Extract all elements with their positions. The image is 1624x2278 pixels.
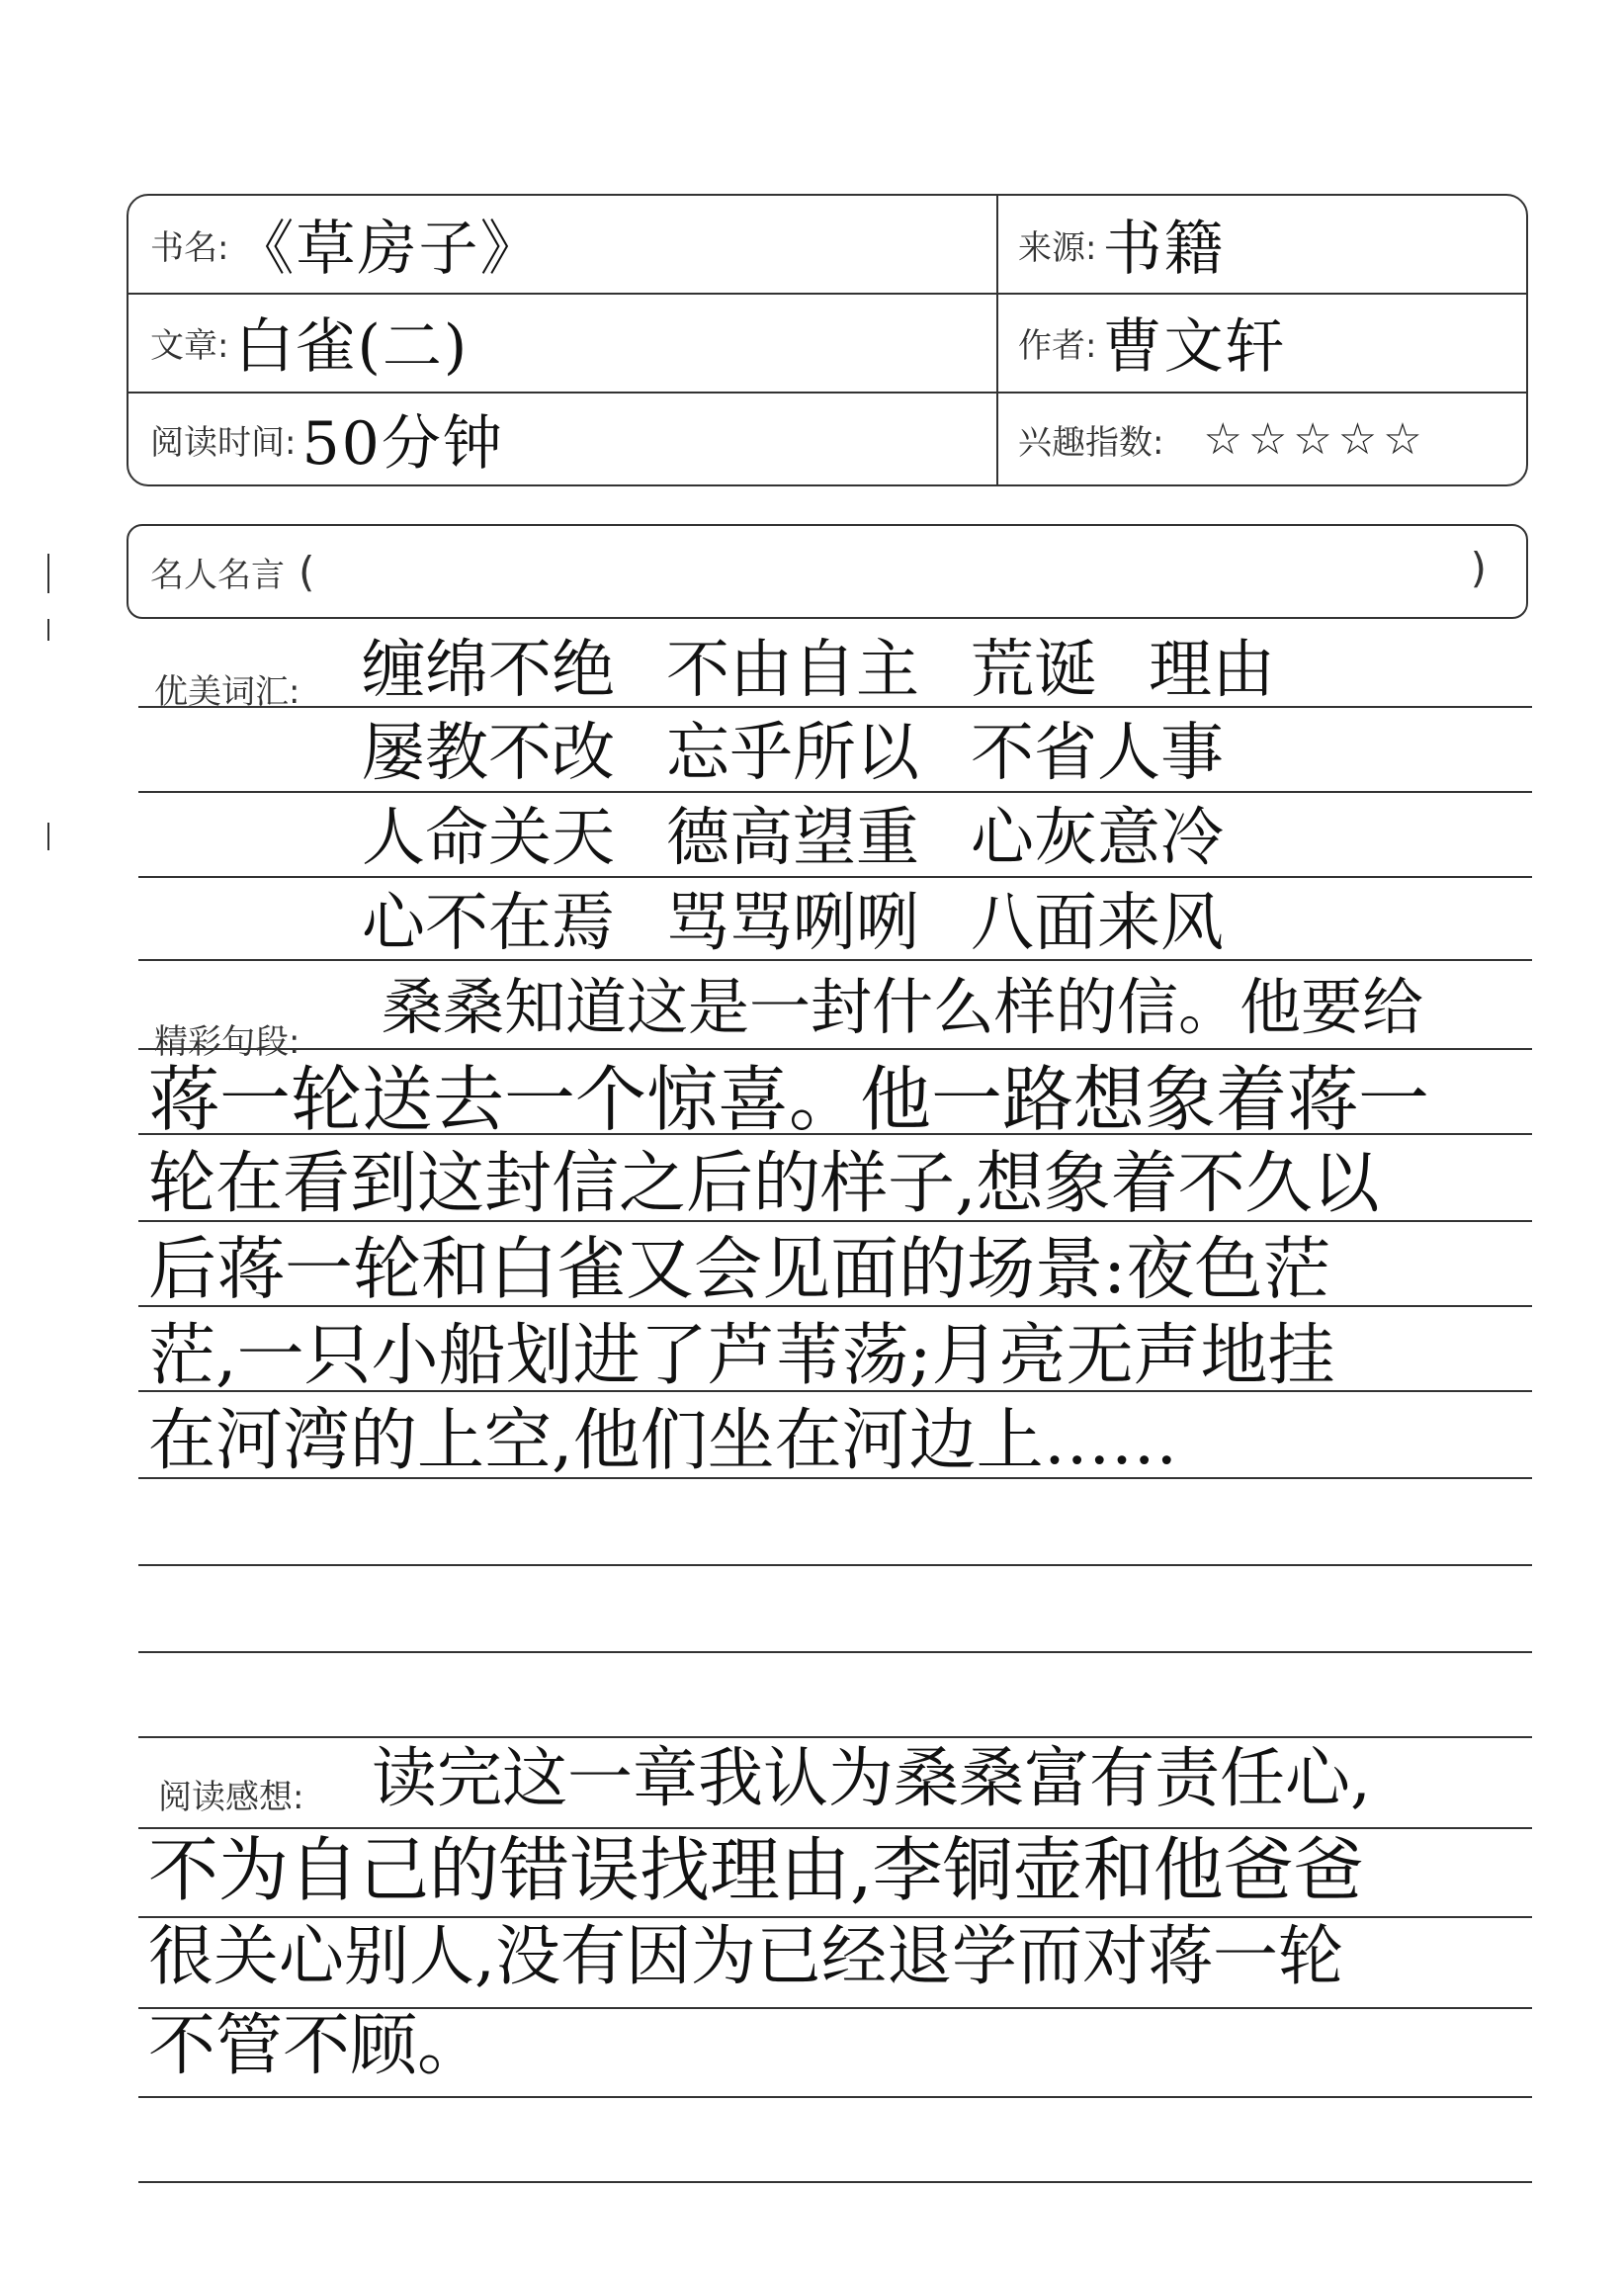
reflection-line: 读完这一章我认为桑桑富有责任心, [372,1740,1371,1816]
passage-line: 蒋一轮送去一个惊喜。他一路想象着蒋一 [148,1058,1430,1141]
reading-time-cell [150,392,504,486]
ruled-line [138,1736,1532,1738]
passage-label: 精彩句段: [154,1022,300,1062]
vocab-word: 缠绵不绝 [362,634,615,707]
article-label: 文章: [150,325,229,366]
author-label: 作者: [1018,325,1097,366]
margin-mark [47,554,49,593]
vocab-row [362,634,1275,707]
passage-line: 轮在看到这封信之后的样子,想象着不久以 [148,1145,1380,1223]
article-value: 白雀(二) [234,312,470,382]
ruled-line [138,1048,1532,1050]
interest-stars-icon: ☆☆☆☆☆ [1203,413,1428,465]
interest-label: 兴趣指数: [1018,422,1164,463]
vocab-word: 不省人事 [971,717,1224,790]
vocab-row [362,717,1224,790]
author-cell [1018,293,1286,392]
ruled-line [138,1651,1532,1653]
book-title-value: 《草房子》 [234,215,542,284]
quote-close-paren: ) [1470,544,1487,592]
vocab-word: 心灰意冷 [971,802,1224,875]
vocab-word: 骂骂咧咧 [666,887,919,960]
book-title-label: 书名: [150,227,229,268]
ruled-line [138,876,1532,878]
quote-open-paren: ( [299,547,315,596]
interest-cell [1018,392,1428,486]
reading-time-label: 阅读时间: [150,422,297,463]
source-cell [1018,196,1225,293]
vocab-word: 理由 [1149,634,1275,707]
reflection-line: 很关心别人,没有因为已经退学而对蒋一轮 [148,1918,1343,1994]
vocab-word: 屡教不改 [362,717,615,790]
margin-mark [47,823,49,850]
ruled-line [138,1564,1532,1566]
article-cell [150,293,469,392]
source-value: 书籍 [1102,215,1226,284]
reflection-label: 阅读感想: [158,1778,304,1817]
ruled-line [138,791,1532,793]
passage-line: 茫,一只小船划进了芦苇荡;月亮无声地挂 [148,1317,1335,1395]
vocab-word: 不由自主 [666,634,919,707]
vocab-row [362,887,1224,960]
book-title-cell [150,196,541,293]
vocab-word: 德高望重 [666,802,919,875]
vocab-word: 忘乎所以 [666,717,919,790]
vocab-label: 优美词汇: [154,672,300,712]
passage-line: 桑桑知道这是一封什么样的信。他要给 [382,971,1424,1043]
reflection-line: 不为自己的错误找理由,李铜壶和他爸爸 [148,1829,1364,1911]
vocab-word: 心不在焉 [362,887,615,960]
reading-time-value: 50分钟 [301,409,504,479]
passage-line: 在河湾的上空,他们坐在河边上…… [148,1402,1178,1480]
famous-quote-label: 名人名言 [150,555,285,595]
famous-quote-box [127,524,1528,619]
ruled-line [138,2096,1532,2098]
source-label: 来源: [1018,227,1097,268]
margin-mark [47,619,49,641]
passage-line: 后蒋一轮和白雀又会见面的场景:夜色茫 [148,1230,1331,1309]
vocab-word: 八面来风 [971,887,1224,960]
author-value: 曹文轩 [1102,312,1287,382]
vocab-word: 荒诞 [971,634,1097,707]
vocab-row [362,802,1224,875]
ruled-line [138,2181,1532,2183]
vocab-word: 人命关天 [362,802,615,875]
book-info-table [127,194,1528,486]
reflection-line: 不管不顾。 [148,2007,485,2085]
